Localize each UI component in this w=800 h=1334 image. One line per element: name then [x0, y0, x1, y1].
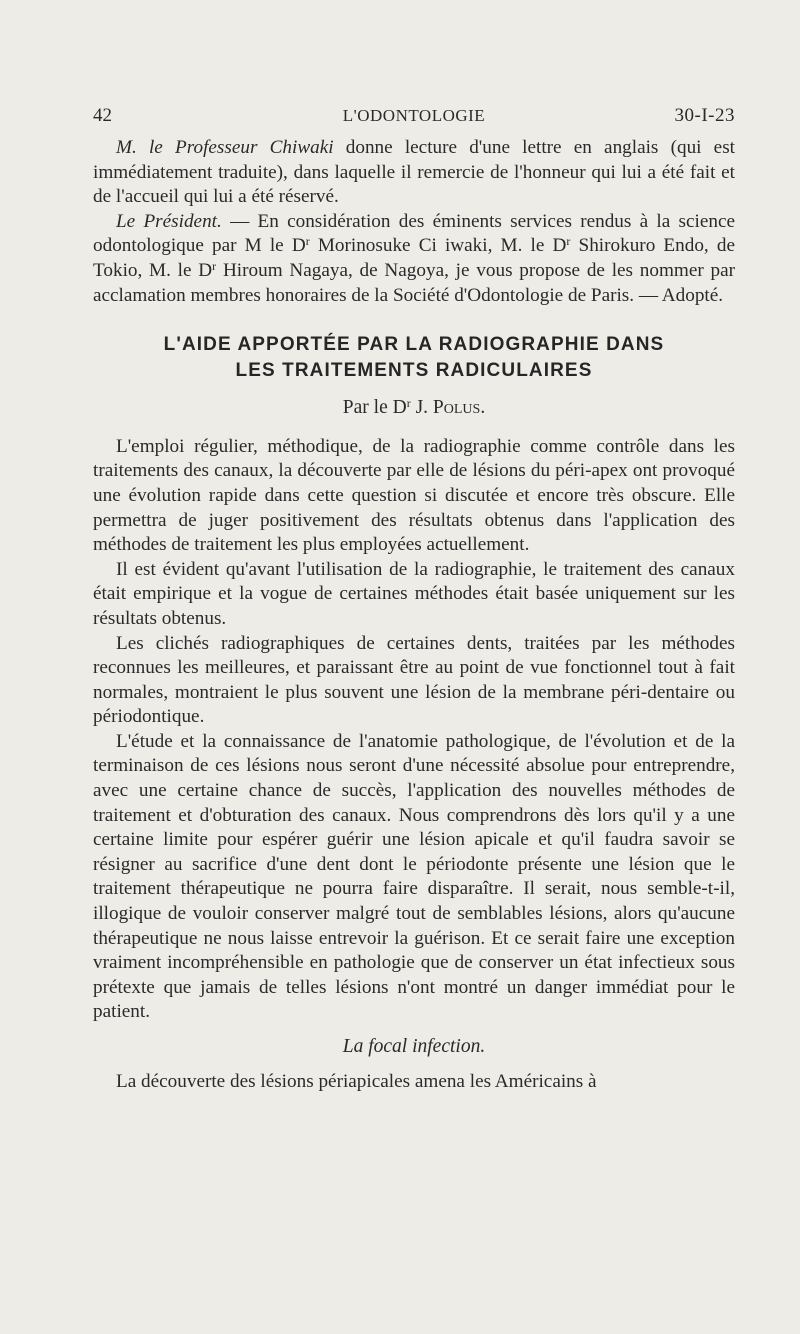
body-paragraph: Il est évident qu'avant l'utilisation de la radiographie, le traitement des canaux était empirique et la vogue de certaines méthodes était basée uniquement sur les résultats obtenus.	[93, 558, 735, 629]
president-text-a: — En considération des éminents services rendus à la science odontologique par M le D	[93, 210, 735, 257]
doctor-superscript: r	[566, 234, 571, 249]
speaker-chiwaki: M. le Professeur Chiwaki	[116, 137, 334, 158]
article-body	[93, 435, 735, 1025]
doctor-superscript: r	[212, 258, 217, 273]
body-paragraph-last: La découverte des lésions périapicales amena les Américains à	[116, 1070, 597, 1092]
page-number: 42	[93, 105, 112, 126]
section-subheading: La focal infection.	[342, 1036, 486, 1057]
page	[93, 100, 735, 1094]
byline-prefix: Par le D	[342, 397, 407, 419]
issue-date: 30-I-23	[674, 105, 735, 126]
meeting-minutes	[93, 136, 735, 308]
article-title-line-1: L'AIDE APPORTÉE PAR LA RADIOGRAPHIE DANS	[163, 334, 665, 356]
body-paragraph: L'emploi régulier, méthodique, de la radiographie comme contrôle dans les traitements des canaux, la découverte par elle de lésions du péri-apex ont provoqué une évolution rapide dans cette question si discutée et encore très obscure. Elle permettra de juger positivement des résultats obtenus dans l'application des méthodes de traitement les plus employées actuellement.	[93, 435, 735, 556]
president-text-c: Shirokuro Endo, de Tokio, M. le D	[93, 235, 735, 281]
author-byline	[93, 396, 735, 421]
speaker-president: Le Président.	[116, 210, 222, 232]
president-text-d: Hiroum Nagaya, de Nagoya, je vous propose de les nommer par acclamation membres honoraires de la Société d'Odontologie de Paris. — Adopté.	[93, 259, 735, 306]
president-text-b: Morinosuke Ci iwaki, M. le D	[309, 235, 567, 257]
president-paragraph	[93, 210, 735, 308]
article-title	[93, 332, 735, 384]
byline-superscript: r	[406, 396, 411, 411]
doctor-superscript: r	[305, 234, 310, 249]
byline-initial: J.	[410, 397, 433, 419]
chiwaki-text: donne lecture d'une lettre en anglais (qui est immédiatement traduite), dans laquelle il remercie de l'honneur qui lui a été fait et de l'accueil qui lui a été réservé.	[93, 137, 735, 208]
chiwaki-paragraph	[93, 136, 735, 210]
article-title-line-2: LES TRAITEMENTS RADICULAIRES	[235, 360, 593, 382]
author-name: Polus	[432, 397, 481, 419]
body-paragraph: L'étude et la connaissance de l'anatomie pathologique, de l'évolution et de la terminaison de ces lésions nous seront d'une nécessité absolue pour entreprendre, avec une certaine chance de succès, l'application des nouvelles méthodes de traitement et d'obturation des canaux. Nous comprendrons dès lors qu'il y a une certaine limite pour espérer guérir une lésion apicale et qu'il faudra savoir se résigner au sacrifice d'une dent dont le périodonte présente une lésion que le traitement thérapeutique ne pourra faire disparaître. Il serait, nous semble-t-il, illogique de vouloir conserver malgré tout de semblables lésions, alors qu'aucune thérapeutique ne nous laisse entrevoir la guérison. Et ce serait faire une exception vraiment incompréhensible en pathologie que de conserver un état infectieux sous prétexte que jamais de telles lésions n'ont montré un danger immédiat pour le patient.	[93, 730, 735, 1023]
journal-title: L'ODONTOLOGIE	[342, 106, 486, 125]
body-paragraph: Les clichés radiographiques de certaines dents, traitées par les méthodes reconnues les meilleures, et paraissant être au point de vue fonctionnel tout à fait normales, montraient le plus souvent une lésion de la membrane péri-dentaire ou périodontique.	[93, 632, 735, 728]
byline-end: .	[480, 397, 486, 419]
running-header	[93, 100, 735, 130]
